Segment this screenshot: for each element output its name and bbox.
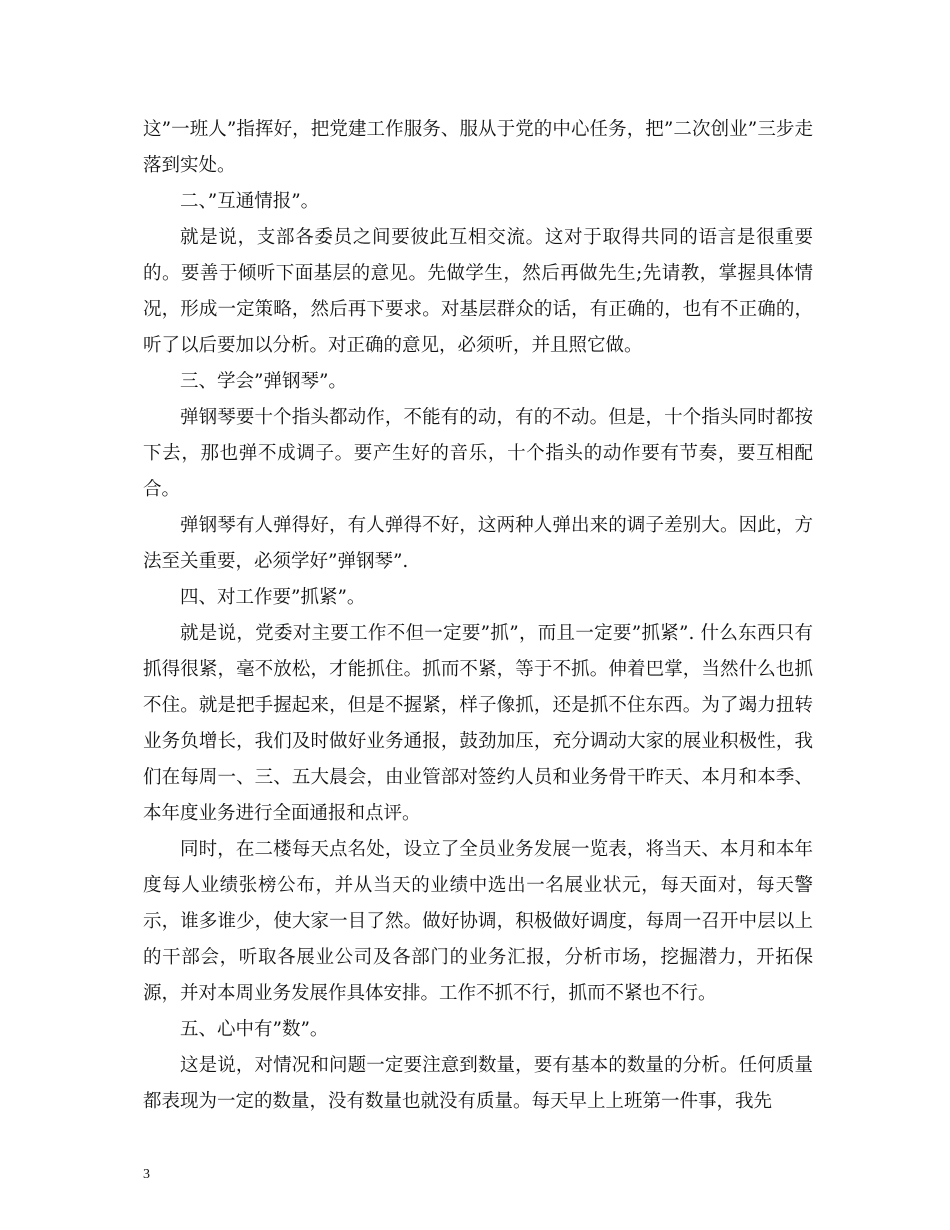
paragraph: 二、”互通情报”。 (180, 191, 320, 212)
paragraph: 五、心中有”数”。 (180, 1019, 329, 1040)
page-number: 3 (143, 1167, 150, 1182)
paragraph: 三、学会”弹钢琴”。 (180, 371, 347, 392)
paragraph: 这是说，对情况和问题一定要注意到数量，要有基本的数量的分析。任何质量都表现为一定的数量，没有数量也就没有质量。每天早上上班第一件事，我先 (143, 1055, 813, 1112)
paragraph: 这”一班人”指挥好，把党建工作服务、服从于党的中心任务，把”二次创业”三步走落到实处。 (143, 119, 813, 176)
paragraph: 四、对工作要”抓紧”。 (180, 587, 366, 608)
paragraph: 弹钢琴有人弹得好，有人弹得不好，这两种人弹出来的调子差别大。因此，方法至关重要，必须学好”弹钢琴”. (143, 515, 813, 572)
paragraph: 弹钢琴要十个指头都动作，不能有的动，有的不动。但是，十个指头同时都按下去，那也弹不成调子。要产生好的音乐，十个指头的动作要有节奏，要互相配合。 (143, 407, 813, 500)
paragraph: 同时，在二楼每天点名处，设立了全员业务发展一览表，将当天、本月和本年度每人业绩张榜公布，并从当天的业绩中选出一名展业状元，每天面对，每天警示，谁多谁少，使大家一目了然。做好协调，积极做好调度，每周一召开中层以上的干部会，听取各展业公司及各部门的业务汇报，分析市场，挖掘潜力，开拓保源，并对本周业务发展作具体安排。工作不抓不行，抓而不紧也不行。 (143, 839, 813, 1004)
document-body (143, 112, 813, 1120)
paragraph: 就是说，支部各委员之间要彼此互相交流。这对于取得共同的语言是很重要的。要善于倾听下面基层的意见。先做学生，然后再做先生;先请教，掌握具体情况，形成一定策略，然后再下要求。对基层群众的话，有正确的，也有不正确的，听了以后要加以分析。对正确的意见，必须听，并且照它做。 (143, 227, 813, 356)
paragraph: 就是说，党委对主要工作不但一定要”抓”，而且一定要”抓紧”. 什么东西只有抓得很紧，毫不放松，才能抓住。抓而不紧，等于不抓。伸着巴掌，当然什么也抓不住。就是把手握起来，但是不握紧，样子像抓，还是抓不住东西。为了竭力扭转业务负增长，我们及时做好业务通报，鼓劲加压，充分调动大家的展业积极性，我们在每周一、三、五大晨会，由业管部对签约人员和业务骨干昨天、本月和本季、本年度业务进行全面通报和点评。 (143, 623, 813, 824)
